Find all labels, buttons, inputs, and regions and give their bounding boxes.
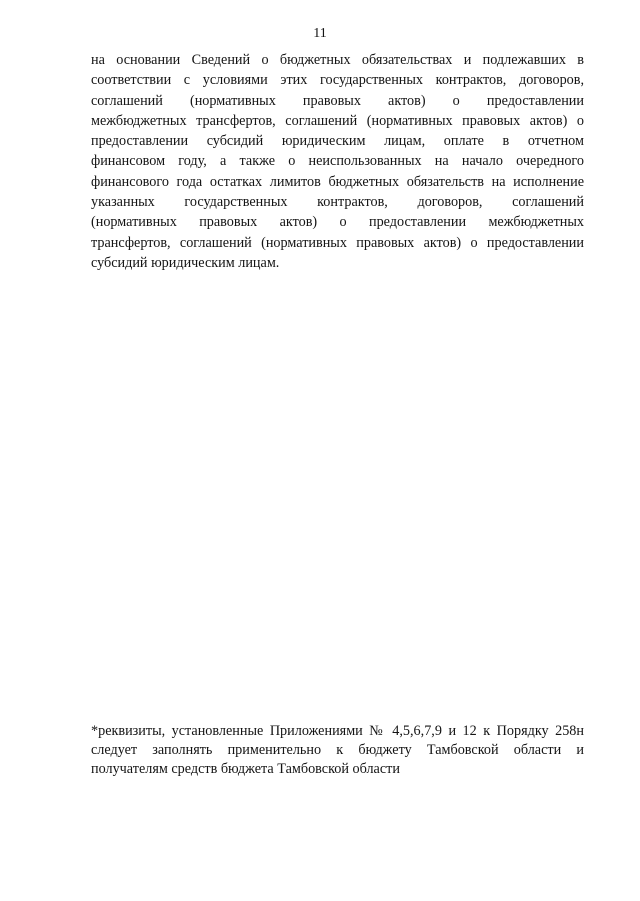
body-line: указанных государственных контрактов, договоров, соглашений [91, 194, 584, 211]
body-line: финансового года остатках лимитов бюджетных обязательств на исполнение [91, 173, 584, 190]
body-line: межбюджетных трансфертов, соглашений (нормативных правовых актов) о [91, 112, 584, 129]
body-line: финансовом году, а также о неиспользованных на начало очередного [91, 153, 584, 170]
body-paragraph [91, 50, 584, 273]
page-number: 11 [313, 26, 327, 41]
body-line-last: субсидий юридическим лицам. [91, 254, 280, 271]
footnote-line: *реквизиты, установленные Приложениями № 4,5,6,7,9 и 12 к Порядку 258н [91, 723, 584, 739]
footnote-line-last: получателям средств бюджета Тамбовской области [91, 761, 400, 777]
footnote [91, 722, 584, 779]
body-line: трансфертов, соглашений (нормативных правовых актов) о предоставлении [91, 234, 584, 251]
body-line: на основании Сведений о бюджетных обязательствах и подлежавших в [91, 52, 584, 68]
footnote-line: следует заполнять применительно к бюджету Тамбовской области и [91, 742, 584, 758]
body-line: соглашений (нормативных правовых актов) о предоставлении [91, 92, 584, 109]
body-line: (нормативных правовых актов) о предоставлении межбюджетных [91, 214, 584, 231]
body-line: предоставлении субсидий юридическим лицам, оплате в отчетном [91, 133, 584, 150]
body-line: соответствии с условиями этих государственных контрактов, договоров, [91, 72, 584, 89]
